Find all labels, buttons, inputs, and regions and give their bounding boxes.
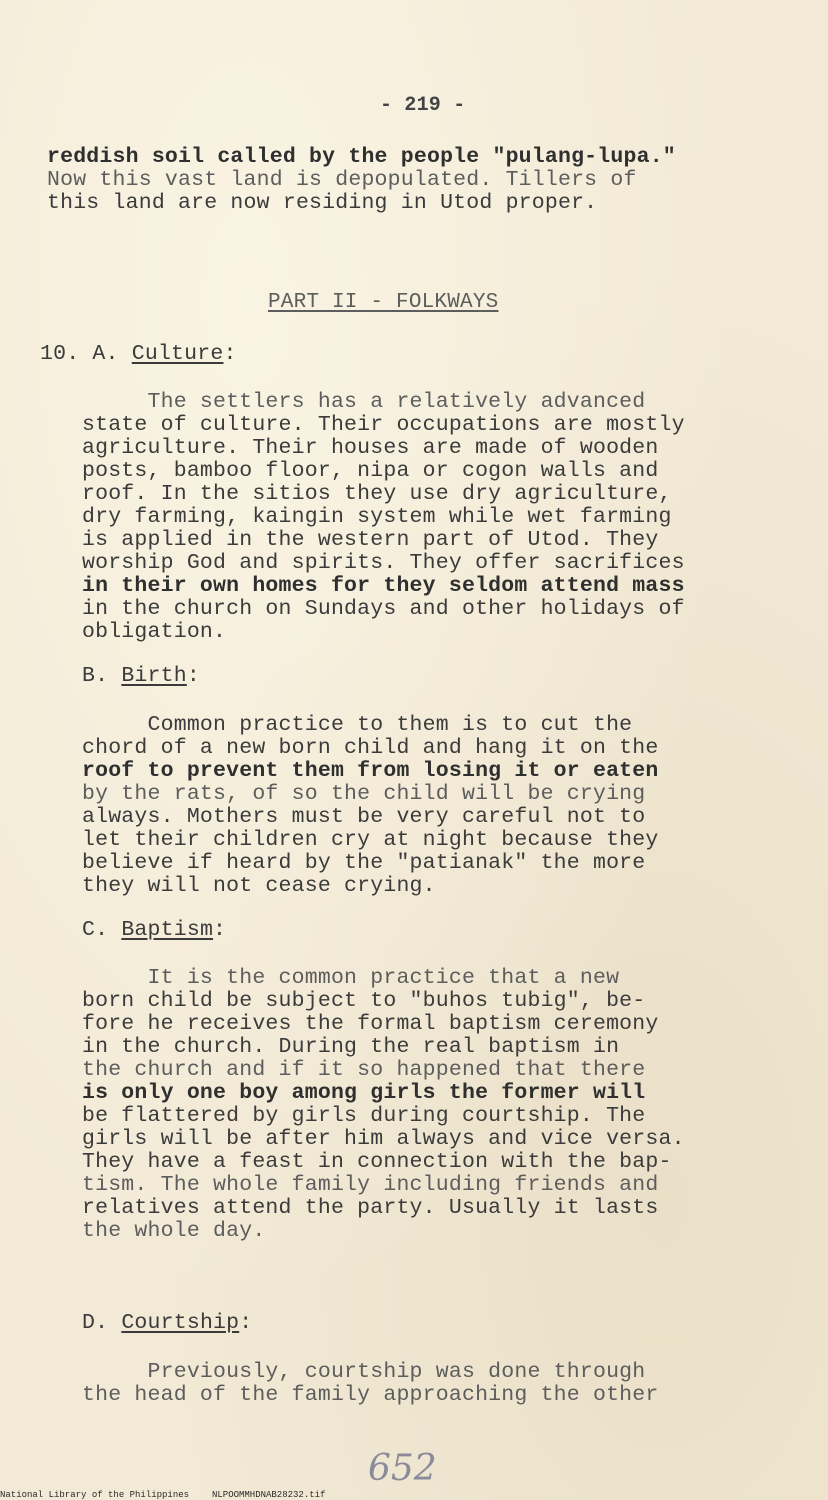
text-line: in the church on Sundays and other holidays of [82, 597, 685, 621]
text-line: born child be subject to "buhos tubig", be- [82, 989, 646, 1013]
text-line: they will not cease crying. [82, 874, 436, 898]
section-title: Courtship [121, 1311, 240, 1335]
text-line: Now this vast land is depopulated. Tillers of [47, 168, 637, 192]
text-line: state of culture. Their occupations are mostly [82, 413, 685, 437]
section-letter: D. [82, 1311, 109, 1335]
text-line: agriculture. Their houses are made of wooden [82, 436, 659, 460]
text-line: dry farming, kaingin system while wet farming [82, 505, 672, 529]
text-line: believe if heard by the "patianak" the more [82, 851, 646, 875]
text-line: the whole day. [82, 1219, 266, 1243]
text-line: by the rats, of so the child will be crying [82, 782, 646, 806]
text-line: roof to prevent them from losing it or eaten [82, 759, 659, 783]
text-line: the head of the family approaching the other [82, 1383, 659, 1407]
text-line: posts, bamboo floor, nipa or cogon walls and [82, 459, 659, 483]
text-line: relatives attend the party. Usually it lasts [82, 1196, 659, 1220]
footer-file-name: NLPOOMMHDNAB28232.tif [212, 1490, 326, 1500]
text-line: The settlers has a relatively advanced [82, 390, 646, 414]
text-line: It is the common practice that a new [82, 966, 620, 990]
section-title: Culture [131, 342, 224, 366]
text-line: be flattered by girls during courtship. The [82, 1104, 646, 1128]
text-line: obligation. [82, 620, 227, 644]
page-number: - 219 - [380, 94, 466, 117]
text-line: Previously, courtship was done through [82, 1360, 646, 1384]
section-letter: A. [92, 342, 119, 366]
text-line: Common practice to them is to cut the [82, 713, 633, 737]
text-line: in the church. During the real baptism in [82, 1035, 620, 1059]
text-line: always. Mothers must be very careful not to [82, 805, 646, 829]
text-line: They have a feast in connection with the bap- [82, 1150, 672, 1174]
text-line: roof. In the sitios they use dry agriculture, [82, 482, 672, 506]
text-line: the church and if it so happened that there [82, 1058, 646, 1082]
part-heading: PART II - FOLKWAYS [268, 291, 499, 314]
text-line: chord of a new born child and hang it on the [82, 736, 659, 760]
section-birth-heading: B. Birth: [82, 664, 200, 688]
section-title: Birth [121, 664, 187, 688]
handwritten-page-number: 652 [368, 1448, 437, 1489]
section-letter: C. [82, 918, 109, 942]
text-line: is only one boy among girls the former will [82, 1081, 646, 1105]
text-line: worship God and spirits. They offer sacrifices [82, 551, 685, 575]
section-culture-heading: 10. A. Culture: [40, 342, 237, 366]
section-baptism-heading: C. Baptism: [82, 918, 227, 942]
section-number: 10. [40, 342, 80, 366]
text-line: is applied in the western part of Utod. They [82, 528, 659, 552]
text-line: tism. The whole family including friends and [82, 1173, 659, 1197]
text-line: let their children cry at night because they [82, 828, 659, 852]
text-line: this land are now residing in Utod proper. [47, 191, 598, 215]
text-line: reddish soil called by the people "pulang-lupa." [47, 145, 676, 169]
section-courtship-heading: D. Courtship: [82, 1311, 253, 1335]
text-line: fore he receives the formal baptism ceremony [82, 1012, 659, 1036]
text-line: in their own homes for they seldom attend mass [82, 574, 685, 598]
section-letter: B. [82, 664, 109, 688]
section-title: Baptism [121, 918, 214, 942]
text-line: girls will be after him always and vice versa. [82, 1127, 685, 1151]
footer-library-name: National Library of the Philippines [0, 1490, 190, 1500]
